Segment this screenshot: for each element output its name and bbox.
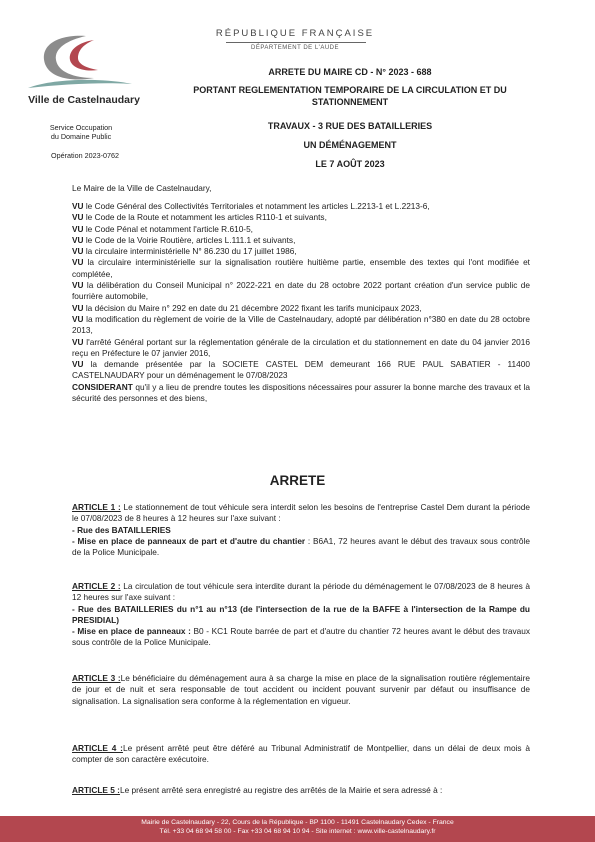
works-location: TRAVAUX - 3 RUE DES BATAILLERIES xyxy=(267,121,433,131)
consideration-item: VU le Code de la Route et notamment les articles R110-1 et suivants, xyxy=(72,212,327,223)
consideration-item: VU l'arrêté Général portant sur la réglementation générale de la circulation et du stationnement en date du 04 janvier 2016 reçu en Préfecture le 07 janvier 2016, xyxy=(72,336,530,358)
department-label: DÉPARTEMENT DE L'AUDE xyxy=(251,45,339,51)
consideration-item: VU la modification du règlement de voirie de la Ville de Castelnaudary, adopté par délibération n°380 en date du 28 octobre 2013, xyxy=(72,313,530,336)
consideration-item: VU la circulaire interministérielle sur la signalisation routière huitième partie, ensemble des textes qui l'ont modifiée et complétée, xyxy=(72,257,530,279)
article-1: ARTICLE 1 : Le stationnement de tout véhicule sera interdit selon les besoins de l'entreprise Castel Dem durant la période le 07/08/2023 de 8 heures à 12 heures sur l'axe suivant : - Rue des BATAILLERIES - Mise en place de panneaux de part et d'autre du chantier : B6A1, 72 heures avant le début des travaux sous contrôle de la Police Municipale. xyxy=(72,502,530,558)
republic-label: RÉPUBLIQUE FRANÇAISE xyxy=(215,28,375,39)
consideration-item: VU la décision du Maire n° 292 en date du 21 décembre 2022 fixant les tarifs municipaux 2023, xyxy=(72,302,422,313)
footer-bar xyxy=(0,816,595,842)
republic-divider xyxy=(226,42,366,43)
service-name: Service Occupation du Domaine Public xyxy=(49,123,113,141)
article-2: ARTICLE 2 : La circulation de tout véhicule sera interdite durant la période du déménagement le 07/08/2023 de 8 heures à 12 heures sur l'axe suivant : - Rue des BATAILLERIES du n°1 au n°13 (de l'intersection de la rue de la BAFFE à l'intersection de la Rampe du PRESIDIAL) - Mise en place de panneaux : B0 - KC1 Route barrée de part et d'autre du chantier 72 heures avant le début des travaux sous contrôle de la Police Municipale. xyxy=(72,581,530,648)
consideration-item: VU le Code de la Voirie Routière, articles L.111.1 et suivants, xyxy=(72,234,296,245)
operation-number: Opération 2023-0762 xyxy=(51,151,119,160)
consideration-item: VU le Code Général des Collectivités Territoriales et notamment les articles L.2213-1 et L.2213-6, xyxy=(72,201,430,211)
article-5: ARTICLE 5 :Le présent arrêté sera enregistré au registre des arrêtés de la Mairie et sera adressé à : xyxy=(72,785,443,795)
article-4: ARTICLE 4 :Le présent arrêté peut être déféré au Tribunal Administratif de Montpellier, dans un délai de deux mois à compter de son caractère exécutoire. xyxy=(72,743,530,765)
arrete-subject: PORTANT REGLEMENTATION TEMPORAIRE DE LA CIRCULATION ET DU STATIONNEMENT xyxy=(193,85,507,107)
arrete-heading: ARRETE xyxy=(269,473,326,488)
footer-address: Mairie de Castelnaudary - 22, Cours de la République - BP 1100 - 11491 Castelnaudary Cedex - France xyxy=(141,819,454,826)
event-label: UN DÉMÉNAGEMENT xyxy=(303,140,397,150)
consideration-item: VU la délibération du Conseil Municipal n° 2022-221 en date du 28 octobre 2022 portant création d'un service public de fourrière automobile, xyxy=(72,280,530,302)
city-name: Ville de Castelnaudary xyxy=(28,94,140,106)
event-date: LE 7 AOÛT 2023 xyxy=(315,159,385,169)
castelnaudary-logo xyxy=(24,28,134,98)
arrete-number: ARRETE DU MAIRE CD - N° 2023 - 688 xyxy=(268,67,432,77)
intro-text: Le Maire de la Ville de Castelnaudary, xyxy=(72,183,212,193)
consideration-item: VU le Code Pénal et notamment l'article R.610-5, xyxy=(72,223,253,234)
consideration-item: VU la demande présentée par la SOCIETE CASTEL DEM demeurant 166 RUE PAUL SABATIER - 11400 CASTELNAUDARY pour un déménagement le 07/08/2023 xyxy=(72,359,530,381)
article-3: ARTICLE 3 :Le bénéficiaire du déménagement aura à sa charge la mise en place de la signalisation routière réglementaire de jour et de nuit et sera responsable de tout accident ou incident pouvant survenir par défaut ou insuffisance de signalisation. La signalisation sera conforme à la réglementation en vigueur. xyxy=(72,673,530,706)
considerations-list xyxy=(72,201,530,404)
consideration-item: CONSIDERANT qu'il y a lieu de prendre toutes les dispositions nécessaires pour assurer la bonne marche des travaux et la sécurité des personnes et des biens, xyxy=(72,381,530,404)
footer-contact: Tél. +33 04 68 94 58 00 - Fax +33 04 68 94 10 94 - Site internet : www.ville-castelnaudary.fr xyxy=(159,827,436,835)
consideration-item: VU la circulaire interministérielle N° 86.230 du 17 juillet 1986, xyxy=(72,246,297,257)
